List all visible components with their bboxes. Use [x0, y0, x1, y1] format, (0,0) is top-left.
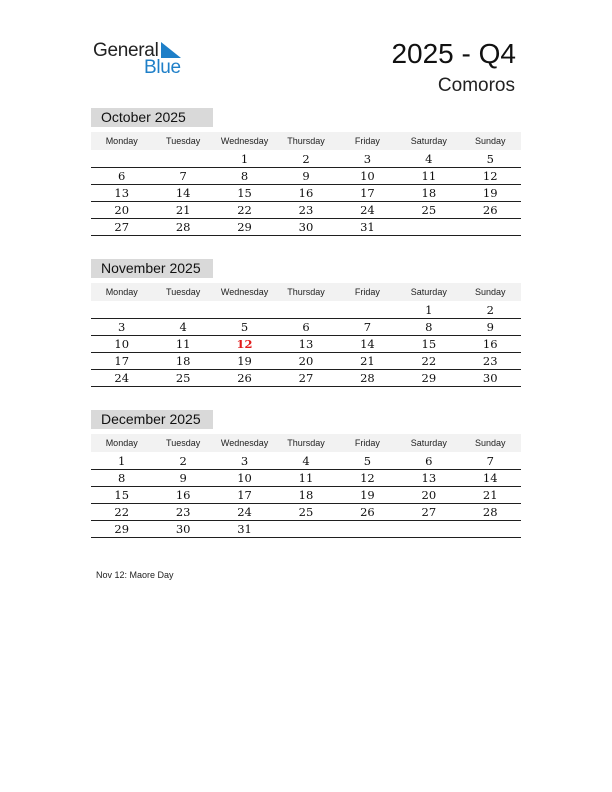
- day-cell: 31: [237, 522, 252, 536]
- week-row: [91, 487, 521, 504]
- day-cell: 10: [114, 337, 130, 351]
- day-cell: [152, 151, 213, 167]
- day-cell: [275, 521, 336, 537]
- day-cell: 15: [237, 186, 252, 200]
- day-cell: 23: [298, 203, 314, 217]
- day-cell: 28: [482, 505, 498, 519]
- day-cell: 30: [482, 371, 498, 385]
- weekday-label: Thursday: [287, 287, 325, 297]
- day-cell: 8: [240, 169, 249, 183]
- day-cell: 25: [298, 505, 314, 519]
- logo-word-blue: Blue: [144, 57, 181, 78]
- month-december: [91, 410, 521, 538]
- week-row: [91, 219, 521, 236]
- day-cell: 27: [421, 505, 437, 519]
- day-cell: 21: [360, 354, 375, 368]
- day-cell: 19: [237, 354, 252, 368]
- logo-triangle-icon: [161, 42, 181, 58]
- week-row: [91, 302, 521, 319]
- week-row: [91, 151, 521, 168]
- day-cell: 19: [360, 488, 375, 502]
- day-cell: 7: [486, 454, 494, 468]
- day-cell: 18: [421, 186, 437, 200]
- day-cell: 17: [360, 186, 375, 200]
- day-cell: 11: [421, 169, 437, 183]
- week-row: [91, 353, 521, 370]
- month-november: [91, 259, 521, 387]
- weekday-label: Saturday: [410, 287, 447, 297]
- weekday-label: Sunday: [474, 438, 506, 448]
- day-cell: 11: [298, 471, 314, 485]
- day-cell: 8: [425, 320, 433, 334]
- day-cell: 20: [298, 354, 314, 368]
- week-row: [91, 453, 521, 470]
- day-cell: 15: [114, 488, 130, 502]
- day-cell: 17: [114, 354, 130, 368]
- weekday-label: Sunday: [474, 287, 506, 297]
- day-cell: 12: [360, 471, 375, 485]
- day-cell: 3: [240, 454, 249, 468]
- day-cell: 5: [240, 320, 249, 334]
- day-cell: 26: [237, 371, 252, 385]
- holiday-day-cell: 12: [236, 337, 253, 351]
- day-cell: 5: [363, 454, 372, 468]
- week-row: [91, 504, 521, 521]
- week-row: [91, 370, 521, 387]
- day-cell: 23: [482, 354, 498, 368]
- day-cell: [460, 521, 521, 537]
- day-cell: 12: [482, 169, 498, 183]
- day-cell: 20: [114, 203, 130, 217]
- weekday-label: Wednesday: [220, 136, 269, 146]
- weekday-label: Wednesday: [220, 287, 269, 297]
- day-cell: [275, 302, 336, 318]
- day-cell: 13: [114, 186, 130, 200]
- day-cell: 8: [118, 471, 126, 485]
- day-cell: 29: [114, 522, 130, 536]
- weekday-label: Thursday: [287, 438, 325, 448]
- day-cell: 29: [237, 220, 252, 234]
- day-cell: 13: [298, 337, 314, 351]
- week-row: [91, 319, 521, 336]
- weekday-header: [91, 434, 521, 452]
- day-cell: 28: [175, 220, 191, 234]
- day-cell: 27: [298, 371, 314, 385]
- week-row: [91, 185, 521, 202]
- day-cell: 21: [175, 203, 191, 217]
- day-cell: 20: [421, 488, 437, 502]
- day-cell: [91, 302, 152, 318]
- day-cell: 5: [486, 152, 494, 166]
- day-cell: [398, 219, 459, 235]
- weekday-label: Wednesday: [220, 438, 269, 448]
- day-cell: 6: [425, 454, 433, 468]
- day-cell: 22: [237, 203, 252, 217]
- day-cell: 1: [118, 454, 126, 468]
- day-cell: 25: [421, 203, 437, 217]
- day-cell: 31: [360, 220, 375, 234]
- day-cell: 24: [237, 505, 252, 519]
- weekday-label: Tuesday: [166, 136, 201, 146]
- page-title: 2025 - Q4: [391, 38, 516, 69]
- day-cell: [337, 521, 398, 537]
- day-cell: 7: [179, 169, 187, 183]
- day-cell: 1: [425, 303, 433, 317]
- week-rows: [91, 151, 521, 236]
- day-cell: 4: [179, 320, 187, 334]
- holiday-note: Nov 12: Maore Day: [96, 570, 174, 580]
- weekday-label: Friday: [354, 438, 380, 448]
- month-label: December 2025: [91, 410, 213, 429]
- day-cell: 30: [298, 220, 314, 234]
- day-cell: 6: [118, 169, 126, 183]
- day-cell: 2: [486, 303, 494, 317]
- weekday-header: [91, 132, 521, 150]
- weekday-label: Sunday: [474, 136, 506, 146]
- month-october: [91, 108, 521, 236]
- day-cell: [152, 302, 213, 318]
- day-cell: [460, 219, 521, 235]
- day-cell: 30: [175, 522, 191, 536]
- day-cell: 4: [302, 454, 310, 468]
- weekday-header: [91, 283, 521, 301]
- day-cell: [214, 302, 275, 318]
- weekday-label: Friday: [354, 136, 380, 146]
- day-cell: 18: [298, 488, 314, 502]
- day-cell: 9: [486, 320, 494, 334]
- week-row: [91, 168, 521, 185]
- weekday-label: Saturday: [410, 438, 447, 448]
- day-cell: 16: [482, 337, 498, 351]
- day-cell: 13: [421, 471, 437, 485]
- day-cell: 19: [482, 186, 498, 200]
- day-cell: 3: [363, 152, 372, 166]
- country-name: Comoros: [437, 75, 515, 96]
- weekday-label: Friday: [354, 287, 380, 297]
- day-cell: 16: [175, 488, 191, 502]
- day-cell: 27: [114, 220, 130, 234]
- general-blue-logo: [93, 40, 193, 80]
- day-cell: 14: [482, 471, 498, 485]
- day-cell: 24: [114, 371, 130, 385]
- day-cell: 26: [360, 505, 375, 519]
- month-label: November 2025: [91, 259, 213, 278]
- week-row: [91, 521, 521, 538]
- weekday-label: Tuesday: [166, 287, 201, 297]
- week-row: [91, 336, 521, 353]
- weekday-label: Monday: [105, 287, 138, 297]
- week-row: [91, 202, 521, 219]
- day-cell: 1: [240, 152, 249, 166]
- day-cell: 25: [175, 371, 191, 385]
- day-cell: 14: [175, 186, 191, 200]
- day-cell: 24: [360, 203, 375, 217]
- day-cell: [337, 302, 398, 318]
- day-cell: 26: [482, 203, 498, 217]
- day-cell: [398, 521, 459, 537]
- day-cell: 10: [360, 169, 375, 183]
- day-cell: 2: [179, 454, 187, 468]
- week-row: [91, 470, 521, 487]
- month-label: October 2025: [91, 108, 213, 127]
- day-cell: 9: [179, 471, 187, 485]
- week-rows: [91, 302, 521, 387]
- day-cell: 29: [421, 371, 437, 385]
- weekday-label: Monday: [105, 438, 138, 448]
- day-cell: 22: [114, 505, 130, 519]
- day-cell: 15: [421, 337, 437, 351]
- day-cell: 17: [237, 488, 252, 502]
- day-cell: 28: [360, 371, 375, 385]
- day-cell: 4: [425, 152, 433, 166]
- day-cell: [91, 151, 152, 167]
- day-cell: 3: [118, 320, 126, 334]
- day-cell: 18: [175, 354, 191, 368]
- day-cell: 11: [175, 337, 191, 351]
- logo-word-general: General: [93, 40, 159, 61]
- week-rows: [91, 453, 521, 538]
- weekday-label: Thursday: [287, 136, 325, 146]
- day-cell: 16: [298, 186, 314, 200]
- day-cell: 6: [302, 320, 310, 334]
- day-cell: 21: [482, 488, 498, 502]
- day-cell: 9: [302, 169, 310, 183]
- day-cell: 10: [237, 471, 252, 485]
- weekday-label: Tuesday: [166, 438, 201, 448]
- day-cell: 22: [421, 354, 437, 368]
- day-cell: 7: [363, 320, 372, 334]
- day-cell: 23: [175, 505, 191, 519]
- day-cell: 14: [360, 337, 375, 351]
- weekday-label: Saturday: [410, 136, 447, 146]
- day-cell: 2: [302, 152, 310, 166]
- weekday-label: Monday: [105, 136, 138, 146]
